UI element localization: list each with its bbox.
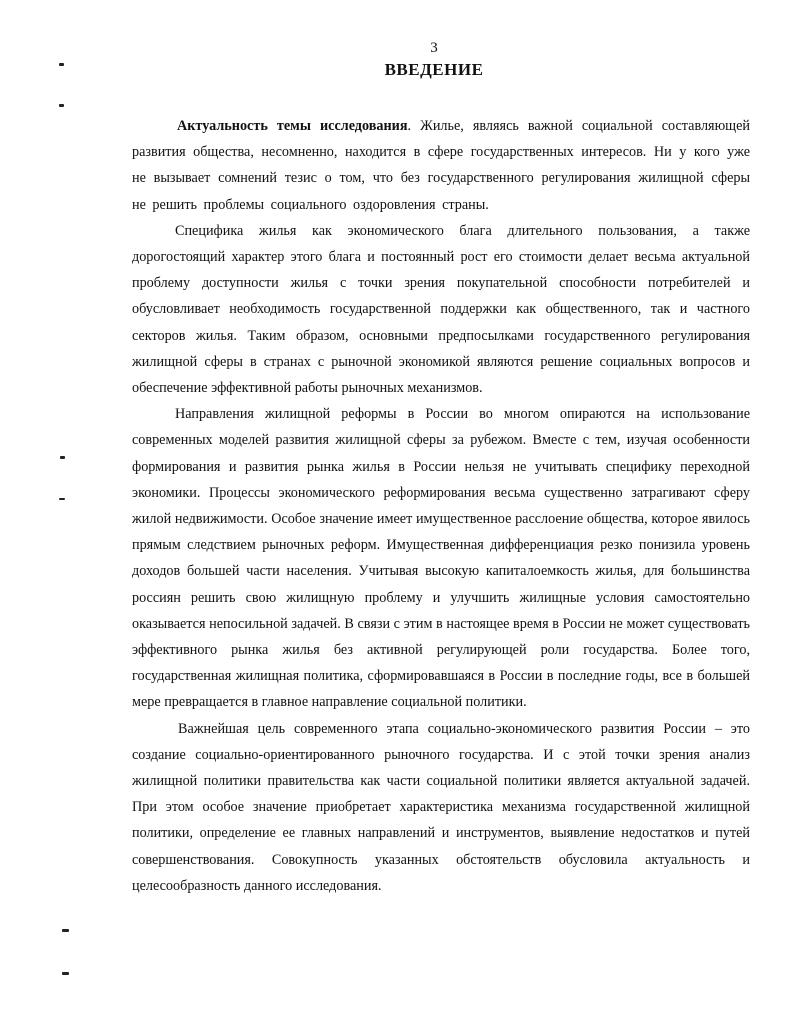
paragraph-text: Жилье, являясь важной социальной составляющей развития общества, несомненно, находится в сфере государственных интересов. Ни у кого уже не вызывает сомнений тезис о том, что без государственного регулирования жилищной сферы не решить проблемы социального оздоровления страны. <box>132 118 750 213</box>
paragraph-housing-reform: Направления жилищной реформы в России во многом опираются на использование современных моделей развития жилищной сферы за рубежом. Вместе с тем, изучая особенности формирования и развития рынка жилья в России нельзя не учитывать специфику переходной экономики. Процессы экономического реформирования весьма существенно затрагивают сферу жилой недвижимости. Особое значение имеет имущественное расслоение общества, которое явилось прямым следствием рыночных реформ. Имущественная дифференциация резко понизила уровень доходов большей части населения. Учитывая высокую капиталоемкость жилья, для большинства россиян решить свою жилищную проблему и улучшить жилищные условия самостоятельно оказывается непосильной задачей. В связи с этим в настоящее время в России не может существовать эффективного рынка жилья без активной регулирующей роли государства. Более того, государственная жилищная политика, сформировавшаяся в России в последние годы, все в большей мере превращается в главное направление социальной политики. <box>132 406 750 711</box>
paragraph-housing-specifics: Специфика жилья как экономического блага длительного пользования, а также дорогостоящий характер этого блага и постоянный рост его стоимости делает весьма актуальной проблему доступности жилья с точки зрения покупательной способности потребителей и обусловливает необходимость государственной поддержки как общественного, так и частного секторов жилья. Таким образом, основными предпосылками государственного регулирования жилищной сферы в странах с рыночной экономикой являются решение социальных вопросов и обеспечение эффективной работы рыночных механизмов. <box>132 222 750 397</box>
scan-mark <box>59 498 65 500</box>
paragraph-lead: Актуальность темы исследования <box>177 118 408 134</box>
scan-mark <box>59 104 64 107</box>
page-title: ВВЕДЕНИЕ <box>384 60 484 79</box>
scan-mark <box>62 972 69 975</box>
page-number: 3 <box>430 40 438 56</box>
document-body <box>132 113 750 899</box>
paragraph-lead-punct: . <box>407 118 412 134</box>
scan-mark <box>59 63 64 66</box>
scan-mark <box>62 929 69 932</box>
scan-mark <box>60 456 65 459</box>
paragraph-relevance <box>132 113 750 218</box>
paragraph-main-goal: Важнейшая цель современного этапа социально-экономического развития России – это создание социально-ориентированного рыночного государства. И с этой точки зрения анализ жилищной политики правительства как части социальной политики является актуальной задачей. При этом особое значение приобретает характеристика механизма государственной жилищной политики, определение ее главных направлений и инструментов, выявление недостатков и путей совершенствования. Совокупность указанных обстоятельств обусловила актуальность и целесообразность данного исследования. <box>132 720 750 894</box>
